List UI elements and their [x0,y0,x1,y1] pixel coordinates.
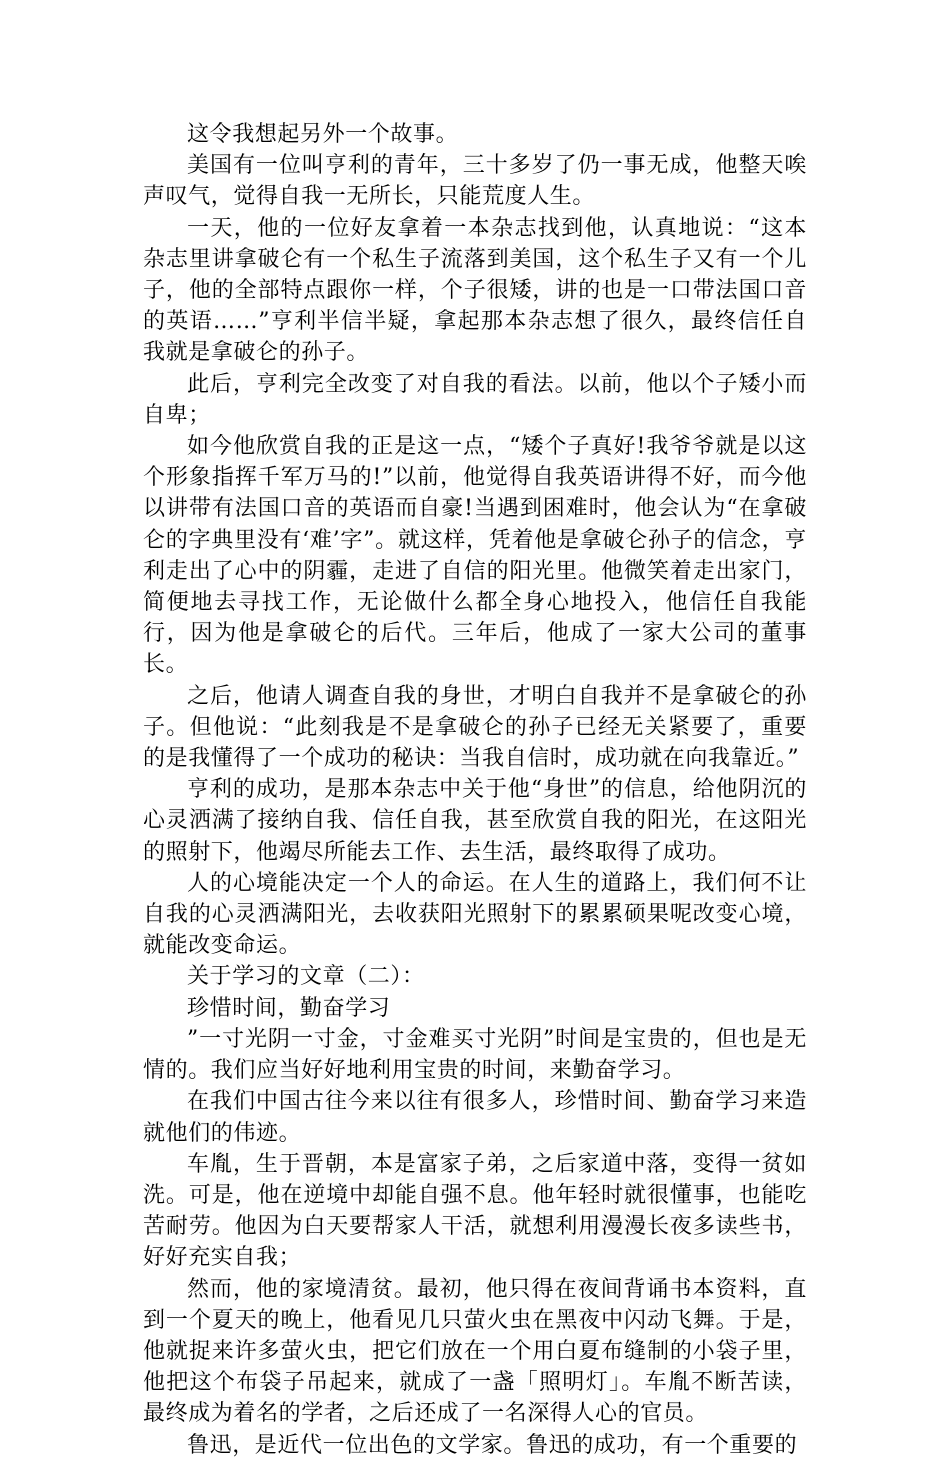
paragraph-mindset: 人的心境能决定一个人的命运。在人生的道路上，我们何不让自我的心灵洒满阳光，去收获阳光照射下的累累硕果呢改变心境，就能改变命运。 [143,870,807,959]
paragraph-lu-xun: 鲁迅，是近代一位出色的文学家。鲁迅的成功，有一个重要的 [187,1432,798,1458]
paragraph-henry-youth: 美国有一位叫亨利的青年，三十多岁了仍一事无成，他整天唉声叹气，觉得自我一无所长，只能荒度人生。 [143,153,807,210]
section-heading: 关于学习的文章（二）： [187,964,425,990]
document-page [143,119,807,1461]
paragraph-magazine: 一天，他的一位好友拿着一本杂志找到他，认真地说：“这本杂志里讲拿破仑有一个私生子流落到美国，这个私生子又有一个儿子，他的全部特点跟你一样，个子很矮，讲的也是一口带法国口音的英语……”亨利半信半疑，拿起那本杂志想了很久，最终信任自我就是拿破仑的孙子。 [143,215,807,366]
paragraph-intro-story: 这令我想起另外一个故事。 [187,122,459,147]
paragraph-history: 在我们中国古往今来以往有很多人，珍惜时间、勤奋学习来造就他们的伟迹。 [143,1089,807,1146]
paragraph-self-view: 此后，亨利完全改变了对自我的看法。以前，他以个子矮小而自卑； [143,371,807,428]
paragraph-appreciation: 如今他欣赏自我的正是这一点，“矮个子真好!我爷爷就是以这个形象指挥千军万马的!”以前，他觉得自我英语讲得不好，而今他以讲带有法国口音的英语而自豪!当遇到困难时，他会认为“在拿破仑的字典里没有‘难’字”。就这样，凭着他是拿破仑孙子的信念，亨利走出了心中的阴霾，走进了自信的阳光里。他微笑着走出家门，简便地去寻找工作，无论做什么都全身心地投入，他信任自我能行，因为他是拿破仑的后代。三年后，他成了一家大公司的董事长。 [143,434,807,678]
paragraph-success: 亨利的成功，是那本杂志中关于他“身世”的信息，给他阴沉的心灵洒满了接纳自我、信任自我，甚至欣赏自我的阳光，在这阳光的照射下，他竭尽所能去工作、去生活，最终取得了成功。 [143,777,807,865]
paragraph-time-proverb: ”一寸光阴一寸金，寸金难买寸光阴”时间是宝贵的，但也是无情的。我们应当好好地利用宝贵的时间，来勤奋学习。 [143,1026,807,1084]
paragraph-fireflies: 然而，他的家境清贫。最初，他只得在夜间背诵书本资料，直到一个夏天的晚上，他看见几只萤火虫在黑夜中闪动飞舞。于是，他就捉来许多萤火虫，把它们放在一个用白夏布缝制的小袋子里，他把这个布袋子吊起来，就成了一盏「照明灯」。车胤不断苦读，最终成为着名的学者，之后还成了一名深得人心的官员。 [143,1276,807,1427]
paragraph-investigation: 之后，他请人调查自我的身世，才明白自我并不是拿破仑的孙子。但他说：“此刻我是不是拿破仑的孙子已经无关紧要了，重要的是我懂得了一个成功的秘诀：当我自信时，成功就在向我靠近。” [143,683,807,772]
article-title: 珍惜时间，勤奋学习 [187,995,391,1021]
paragraph-che-yin: 车胤，生于晋朝，本是富家子弟，之后家道中落，变得一贫如洗。可是，他在逆境中却能自强不息。他年轻时就很懂事，也能吃苦耐劳。他因为白天要帮家人干活，就想利用漫漫长夜多读些书，好好充实自我； [143,1151,807,1271]
